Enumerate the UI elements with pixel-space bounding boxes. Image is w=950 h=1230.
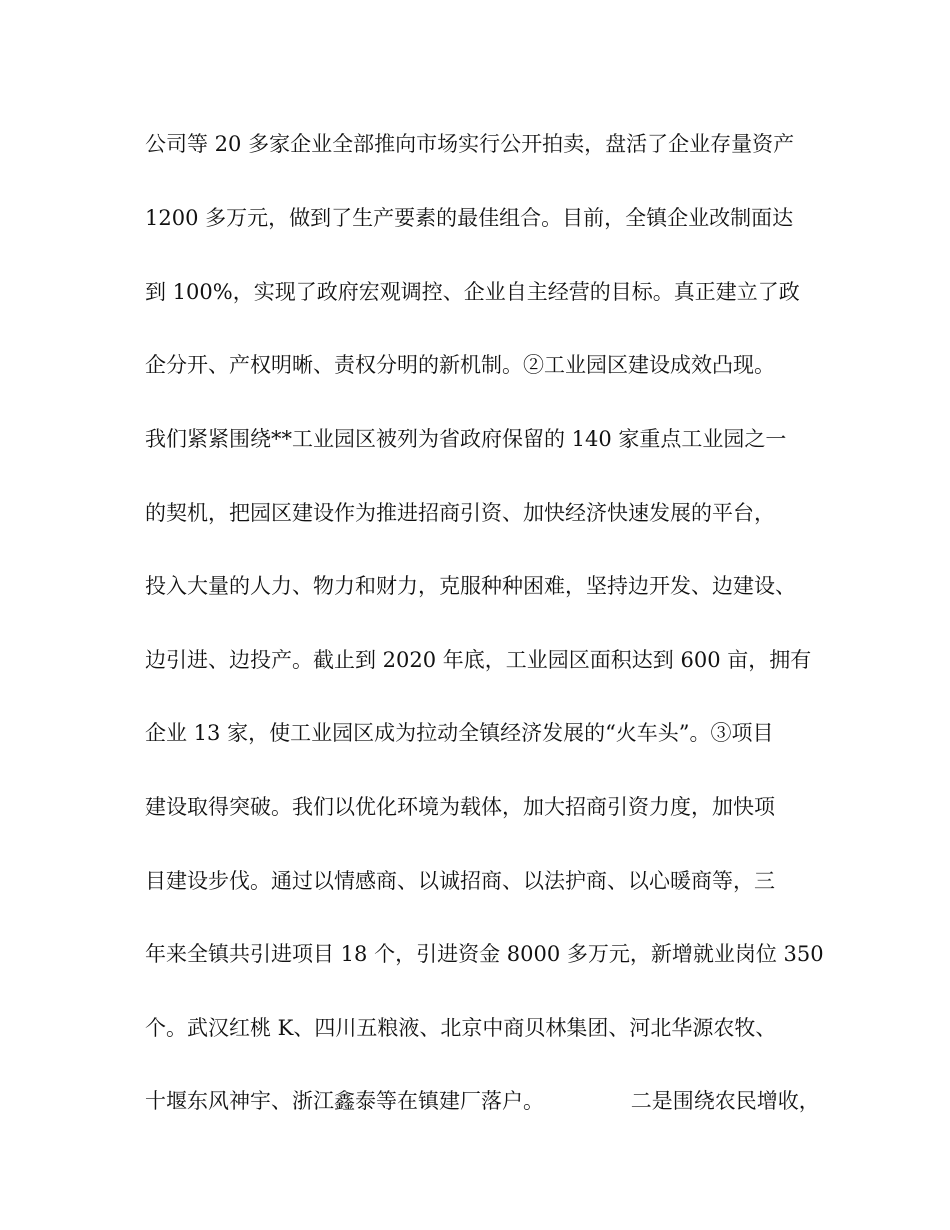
- text-line: 投入大量的人力、物力和财力，克服种种困难，坚持边开发、边建设、: [145, 574, 796, 598]
- text-line: 企业 13 家，使工业园区成为拉动全镇经济发展的“火车头”。③项目: [145, 721, 774, 745]
- text-line: 边引进、边投产。截止到 2020 年底，工业园区面积达到 600 亩，拥有: [145, 648, 812, 672]
- text-line: 十堰东风神宇、浙江鑫泰等在镇建厂落户。 二是围绕农民增收，: [145, 1089, 820, 1113]
- text-line: 目建设步伐。通过以情感商、以诚招商、以法护商、以心暖商等，三: [145, 869, 775, 893]
- text-line: 建设取得突破。我们以优化环境为载体，加大招商引资力度，加快项: [145, 795, 775, 819]
- text-line: 个。武汉红桃 K、四川五粮液、北京中商贝林集团、河北华源农牧、: [145, 1016, 777, 1040]
- text-line: 公司等 20 多家企业全部推向市场实行公开拍卖，盘活了企业存量资产: [145, 132, 795, 156]
- text-line: 的契机，把园区建设作为推进招商引资、加快经济快速发展的平台，: [145, 501, 775, 525]
- text-line: 我们紧紧围绕**工业园区被列为省政府保留的 140 家重点工业园之一: [145, 427, 787, 451]
- text-line: 1200 多万元，做到了生产要素的最佳组合。目前，全镇企业改制面达: [145, 206, 794, 230]
- text-line: 年来全镇共引进项目 18 个，引进资金 8000 多万元，新增就业岗位 350: [145, 942, 824, 966]
- text-line: 到 100%，实现了政府宏观调控、企业自主经营的目标。真正建立了政: [145, 280, 800, 304]
- text-line: 企分开、产权明晰、责权分明的新机制。②工业园区建设成效凸现。: [145, 353, 775, 377]
